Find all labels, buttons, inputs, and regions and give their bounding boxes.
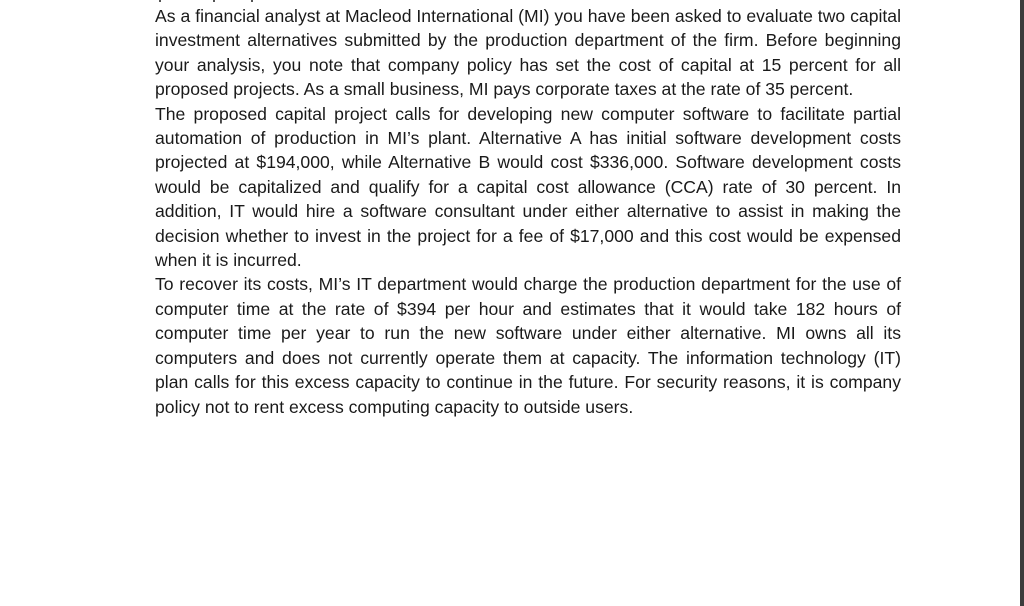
paragraph-costs: To recover its costs, MI’s IT department would charge the production department for the use of computer time at the rate of $394 per hour and estimates that it would take 182 hours of computer time per year to run the new software under either alternative. MI owns all its computers and does not currently operate them at capacity. The information technology (IT) plan calls for this excess capacity to continue in the future. For security reasons, it is company policy not to rent excess computing capacity to outside users. <box>155 274 901 417</box>
window-edge <box>1020 0 1024 606</box>
cropped-text-remnant <box>155 0 915 3</box>
paragraph-project: The proposed capital project calls for developing new computer software to facilitate partial automation of production in MI’s plant. Alternative A has initial software development costs projected at $194,000, while Alternative B would cost $336,000. Software development costs would be capitalized and qualify for a capital cost allowance (CCA) rate of 30 percent. In addition, IT would hire a software consultant under either alternative to assist in making the decision whether to invest in the project for a fee of $17,000 and this cost would be expensed when it is incurred. <box>155 103 901 271</box>
paragraph-intro: As a financial analyst at Macleod International (MI) you have been asked to evaluate two capital investment alternatives submitted by the production department of the firm. Before beginning your analysis, you note that company policy has set the cost of capital at 15 percent for all proposed projects. As a small business, MI pays corporate taxes at the rate of 35 percent. <box>155 6 901 100</box>
document-body <box>155 4 901 419</box>
